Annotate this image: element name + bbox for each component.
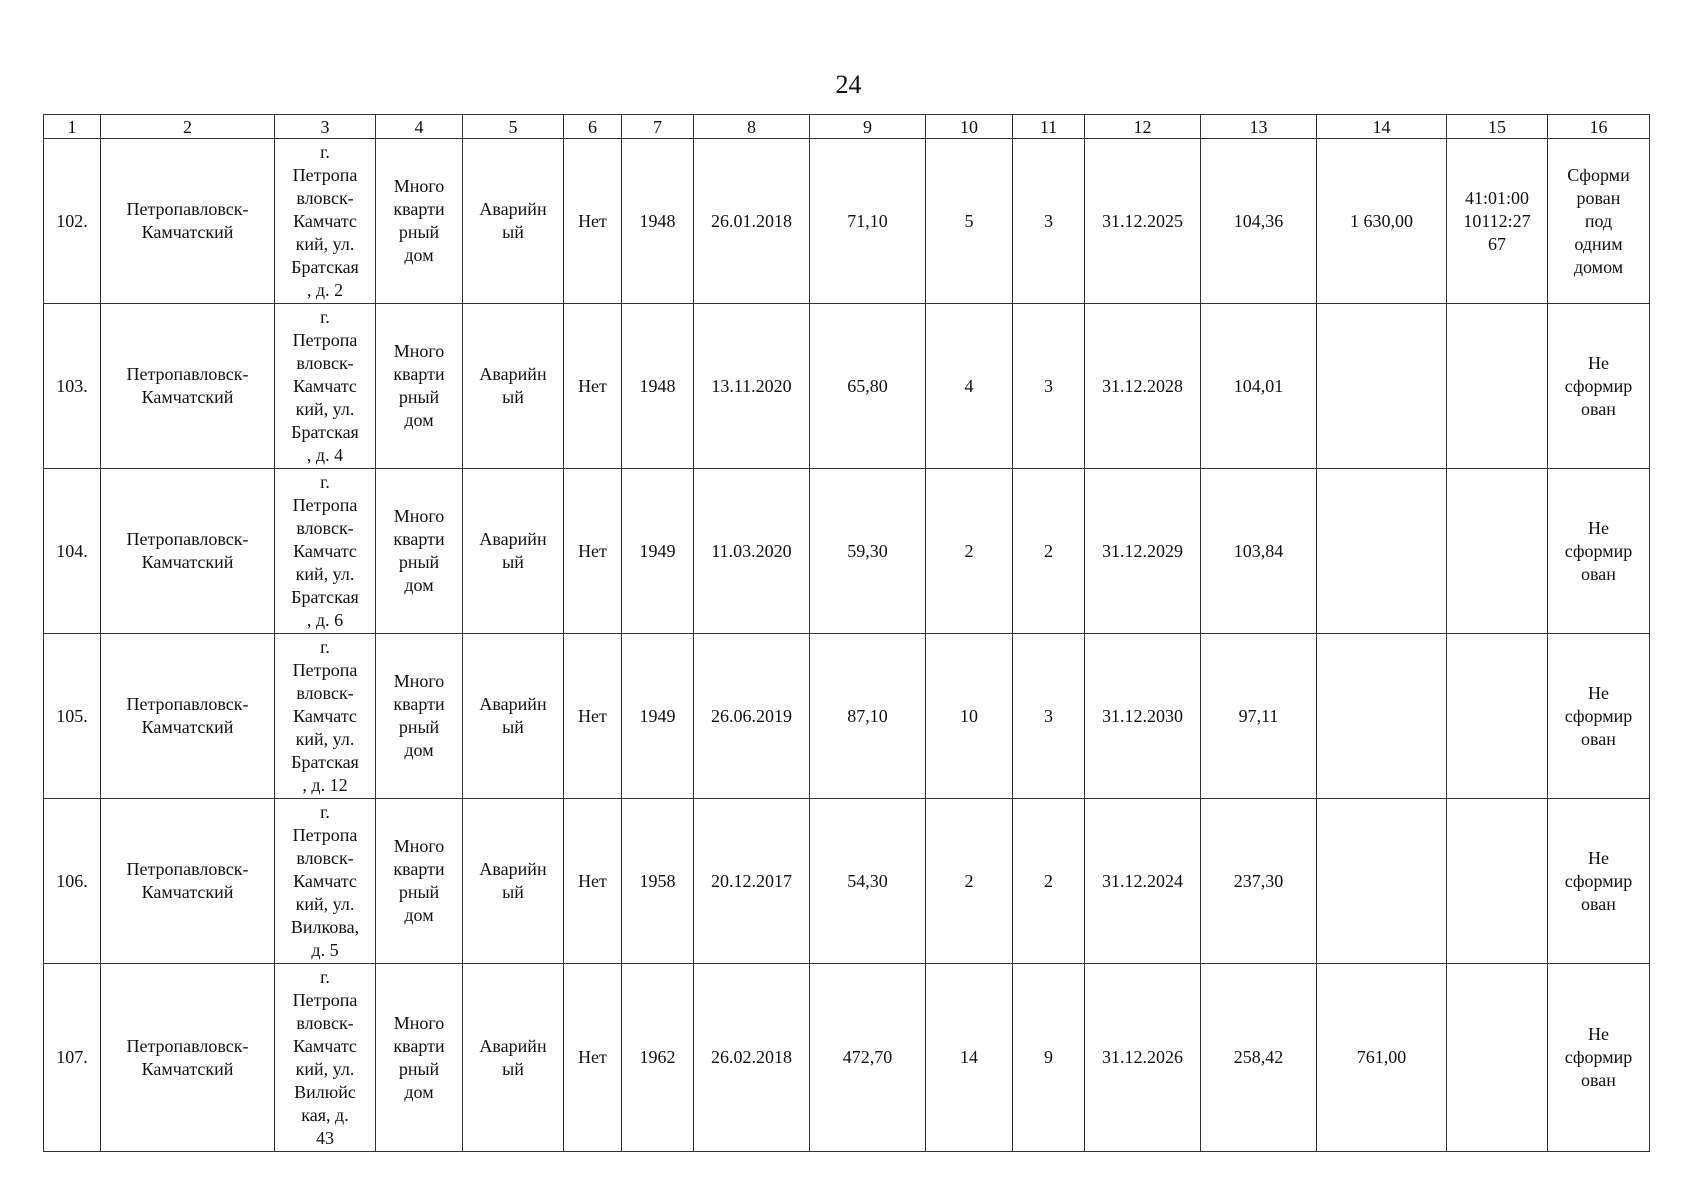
table-row — [44, 139, 1650, 304]
municipality-cell: Петропавловск- Камчатский — [101, 304, 275, 469]
column-header: 16 — [1548, 115, 1650, 139]
deadline-cell: 31.12.2024 — [1085, 799, 1201, 964]
deadline-cell: 31.12.2029 — [1085, 469, 1201, 634]
date-cell: 26.01.2018 — [694, 139, 810, 304]
flag-cell: Нет — [564, 139, 622, 304]
row-number: 107. — [44, 964, 101, 1152]
column-header: 5 — [463, 115, 564, 139]
land-formation-cell: Не сформир ован — [1548, 964, 1650, 1152]
row-number: 105. — [44, 634, 101, 799]
municipality-cell: Петропавловск- Камчатский — [101, 799, 275, 964]
building-type-cell: Много кварти рный дом — [376, 469, 463, 634]
col11-cell: 3 — [1013, 634, 1085, 799]
status-cell: Аварийн ый — [463, 634, 564, 799]
status-cell: Аварийн ый — [463, 964, 564, 1152]
col11-cell: 2 — [1013, 469, 1085, 634]
cadastral-number-cell: 41:01:00 10112:27 67 — [1447, 139, 1548, 304]
column-header: 6 — [564, 115, 622, 139]
year-cell: 1949 — [622, 469, 694, 634]
land-formation-cell: Не сформир ован — [1548, 304, 1650, 469]
cadastral-number-cell — [1447, 304, 1548, 469]
col14-cell: 761,00 — [1317, 964, 1447, 1152]
col10-cell: 2 — [926, 469, 1013, 634]
column-header: 10 — [926, 115, 1013, 139]
cadastral-number-cell — [1447, 469, 1548, 634]
col14-cell — [1317, 469, 1447, 634]
year-cell: 1958 — [622, 799, 694, 964]
column-number-row — [44, 115, 1650, 139]
date-cell: 26.02.2018 — [694, 964, 810, 1152]
column-header: 7 — [622, 115, 694, 139]
flag-cell: Нет — [564, 469, 622, 634]
flag-cell: Нет — [564, 634, 622, 799]
building-type-cell: Много кварти рный дом — [376, 799, 463, 964]
area-cell: 71,10 — [810, 139, 926, 304]
land-formation-cell: Не сформир ован — [1548, 799, 1650, 964]
column-header: 2 — [101, 115, 275, 139]
address-cell: г. Петропа вловск- Камчатс кий, ул. Братская , д. 4 — [275, 304, 376, 469]
col14-cell — [1317, 304, 1447, 469]
flag-cell: Нет — [564, 799, 622, 964]
col11-cell: 3 — [1013, 304, 1085, 469]
column-header: 1 — [44, 115, 101, 139]
area-cell: 59,30 — [810, 469, 926, 634]
year-cell: 1948 — [622, 139, 694, 304]
column-header: 15 — [1447, 115, 1548, 139]
area-cell: 472,70 — [810, 964, 926, 1152]
column-header: 4 — [376, 115, 463, 139]
date-cell: 26.06.2019 — [694, 634, 810, 799]
area-cell: 87,10 — [810, 634, 926, 799]
col11-cell: 2 — [1013, 799, 1085, 964]
status-cell: Аварийн ый — [463, 469, 564, 634]
address-cell: г. Петропа вловск- Камчатс кий, ул. Братская , д. 12 — [275, 634, 376, 799]
building-type-cell: Много кварти рный дом — [376, 139, 463, 304]
column-header: 8 — [694, 115, 810, 139]
col10-cell: 14 — [926, 964, 1013, 1152]
land-formation-cell: Не сформир ован — [1548, 469, 1650, 634]
municipality-cell: Петропавловск- Камчатский — [101, 964, 275, 1152]
col10-cell: 4 — [926, 304, 1013, 469]
cadastral-number-cell — [1447, 799, 1548, 964]
cadastral-number-cell — [1447, 634, 1548, 799]
column-header: 9 — [810, 115, 926, 139]
year-cell: 1948 — [622, 304, 694, 469]
date-cell: 20.12.2017 — [694, 799, 810, 964]
address-cell: г. Петропа вловск- Камчатс кий, ул. Вилюйс кая, д. 43 — [275, 964, 376, 1152]
building-type-cell: Много кварти рный дом — [376, 964, 463, 1152]
housing-register-table — [43, 114, 1650, 1152]
column-header: 11 — [1013, 115, 1085, 139]
column-header: 3 — [275, 115, 376, 139]
col14-cell: 1 630,00 — [1317, 139, 1447, 304]
col10-cell: 2 — [926, 799, 1013, 964]
land-formation-cell: Не сформир ован — [1548, 634, 1650, 799]
col14-cell — [1317, 799, 1447, 964]
col10-cell: 10 — [926, 634, 1013, 799]
row-number: 106. — [44, 799, 101, 964]
table-row — [44, 634, 1650, 799]
municipality-cell: Петропавловск- Камчатский — [101, 139, 275, 304]
col13-cell: 258,42 — [1201, 964, 1317, 1152]
year-cell: 1962 — [622, 964, 694, 1152]
cadastral-number-cell — [1447, 964, 1548, 1152]
row-number: 104. — [44, 469, 101, 634]
col11-cell: 9 — [1013, 964, 1085, 1152]
col14-cell — [1317, 634, 1447, 799]
year-cell: 1949 — [622, 634, 694, 799]
building-type-cell: Много кварти рный дом — [376, 304, 463, 469]
page-number: 24 — [835, 70, 862, 99]
flag-cell: Нет — [564, 304, 622, 469]
municipality-cell: Петропавловск- Камчатский — [101, 469, 275, 634]
land-formation-cell: Сформи рован под одним домом — [1548, 139, 1650, 304]
column-header: 14 — [1317, 115, 1447, 139]
date-cell: 13.11.2020 — [694, 304, 810, 469]
col11-cell: 3 — [1013, 139, 1085, 304]
deadline-cell: 31.12.2030 — [1085, 634, 1201, 799]
column-header: 13 — [1201, 115, 1317, 139]
address-cell: г. Петропа вловск- Камчатс кий, ул. Братская , д. 2 — [275, 139, 376, 304]
table-row — [44, 799, 1650, 964]
building-type-cell: Много кварти рный дом — [376, 634, 463, 799]
column-header: 12 — [1085, 115, 1201, 139]
address-cell: г. Петропа вловск- Камчатс кий, ул. Братская , д. 6 — [275, 469, 376, 634]
deadline-cell: 31.12.2025 — [1085, 139, 1201, 304]
flag-cell: Нет — [564, 964, 622, 1152]
date-cell: 11.03.2020 — [694, 469, 810, 634]
area-cell: 65,80 — [810, 304, 926, 469]
col13-cell: 103,84 — [1201, 469, 1317, 634]
deadline-cell: 31.12.2028 — [1085, 304, 1201, 469]
col13-cell: 104,01 — [1201, 304, 1317, 469]
table-row — [44, 304, 1650, 469]
address-cell: г. Петропа вловск- Камчатс кий, ул. Вилкова, д. 5 — [275, 799, 376, 964]
col10-cell: 5 — [926, 139, 1013, 304]
row-number: 102. — [44, 139, 101, 304]
status-cell: Аварийн ый — [463, 799, 564, 964]
deadline-cell: 31.12.2026 — [1085, 964, 1201, 1152]
table-row — [44, 964, 1650, 1152]
municipality-cell: Петропавловск- Камчатский — [101, 634, 275, 799]
area-cell: 54,30 — [810, 799, 926, 964]
status-cell: Аварийн ый — [463, 139, 564, 304]
row-number: 103. — [44, 304, 101, 469]
col13-cell: 104,36 — [1201, 139, 1317, 304]
col13-cell: 97,11 — [1201, 634, 1317, 799]
table-row — [44, 469, 1650, 634]
status-cell: Аварийн ый — [463, 304, 564, 469]
col13-cell: 237,30 — [1201, 799, 1317, 964]
